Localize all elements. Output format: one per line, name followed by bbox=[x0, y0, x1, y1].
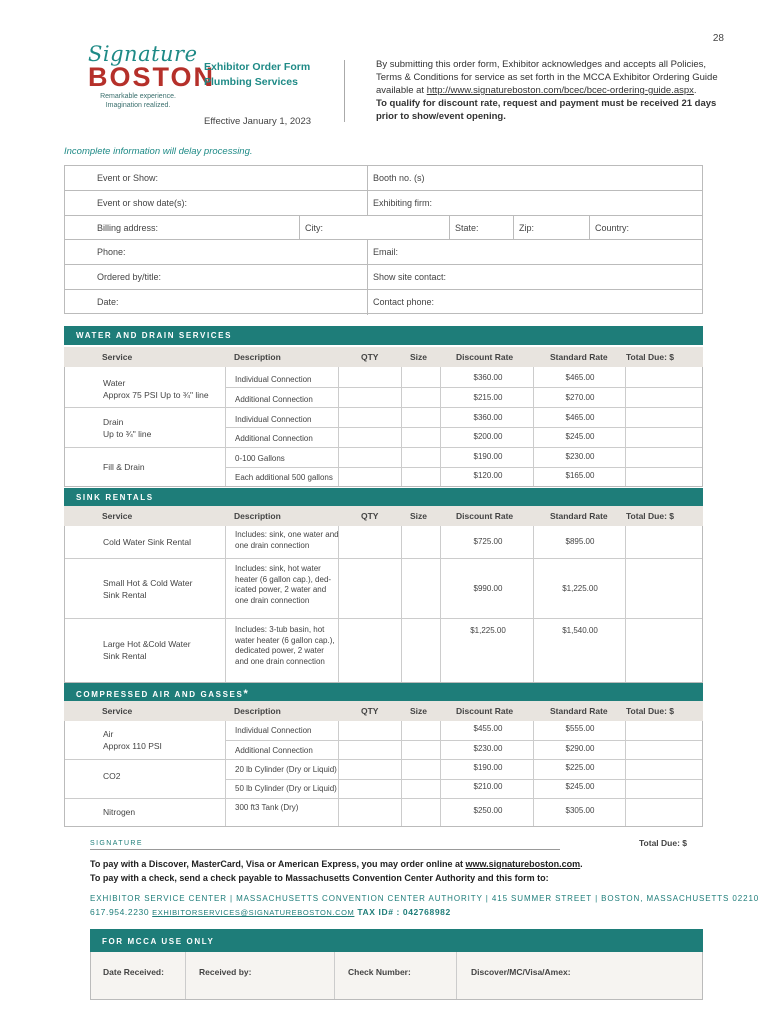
fill-discount-1: $190.00 bbox=[473, 452, 503, 461]
drain-discount-2: $200.00 bbox=[473, 432, 503, 441]
air-service-detail: Approx 110 PSI bbox=[103, 740, 162, 751]
sink-discount-1: $725.00 bbox=[473, 537, 503, 546]
divider bbox=[338, 721, 339, 826]
desc-line: one drain connection bbox=[235, 540, 310, 550]
divider bbox=[225, 740, 702, 741]
divider bbox=[401, 721, 402, 826]
divider bbox=[65, 798, 702, 799]
date-received-label: Date Received: bbox=[103, 967, 164, 977]
grand-total-label: Total Due: $ bbox=[638, 838, 687, 848]
divider bbox=[225, 387, 702, 388]
water-drain-heading: WATER AND DRAIN SERVICES bbox=[64, 326, 703, 345]
col-service: Service bbox=[102, 511, 133, 521]
service-line: Small Hot & Cold Water bbox=[103, 578, 193, 588]
water-discount-1: $360.00 bbox=[473, 373, 503, 382]
mcca-use-box bbox=[90, 952, 703, 1000]
payment-card-text bbox=[90, 859, 583, 869]
logo-main: BOSTON bbox=[88, 62, 216, 92]
fill-standard-2: $165.00 bbox=[565, 471, 595, 480]
compressed-air-title: COMPRESSED AIR AND GASSES bbox=[76, 690, 244, 699]
water-drain-table bbox=[64, 367, 703, 487]
drain-standard-1: $465.00 bbox=[565, 413, 595, 422]
country-field[interactable]: Country: bbox=[595, 222, 630, 233]
header-divider bbox=[344, 60, 345, 122]
divider bbox=[440, 721, 441, 826]
info-row bbox=[65, 240, 702, 265]
logo-tagline-1: Remarkable experience. bbox=[100, 93, 176, 100]
contact-email[interactable]: EXHIBITORSERVICES@SIGNATUREBOSTON.COM bbox=[152, 908, 355, 917]
co2-discount-1: $190.00 bbox=[473, 763, 503, 772]
discount-notice: To qualify for discount rate, request and payment must be received 21 days prior to show/event opening. bbox=[376, 98, 717, 122]
drain-standard-2: $245.00 bbox=[565, 432, 595, 441]
divider bbox=[65, 447, 702, 448]
divider bbox=[533, 526, 534, 682]
sink-service-1: Cold Water Sink Rental bbox=[103, 537, 192, 547]
desc-line: Includes: sink, hot water bbox=[235, 564, 321, 573]
water-standard-1: $465.00 bbox=[565, 373, 595, 382]
fill-desc-1: 0-100 Gallons bbox=[235, 454, 285, 463]
booth-field[interactable]: Booth no. (s) bbox=[373, 173, 425, 183]
sink-standard-3: $1,540.00 bbox=[562, 626, 598, 635]
sink-desc-3 bbox=[235, 625, 335, 667]
form-title-line-2: Plumbing Services bbox=[204, 76, 298, 88]
col-total: Total Due: $ bbox=[626, 352, 675, 362]
fill-drain-service: Fill & Drain bbox=[103, 462, 145, 472]
form-title bbox=[204, 60, 344, 90]
desc-line: heater (6 gallon cap.), ded- bbox=[235, 574, 332, 584]
divider bbox=[456, 952, 457, 999]
divider bbox=[65, 618, 702, 619]
page-number: 28 bbox=[712, 33, 724, 44]
nitrogen-discount-1: $250.00 bbox=[473, 806, 503, 815]
co2-standard-1: $225.00 bbox=[565, 763, 595, 772]
grand-total-box[interactable] bbox=[596, 831, 703, 853]
fill-discount-2: $120.00 bbox=[473, 471, 503, 480]
divider bbox=[65, 558, 702, 559]
col-size: Size bbox=[410, 511, 428, 521]
air-discount-2: $230.00 bbox=[473, 744, 503, 753]
col-description: Description bbox=[234, 352, 281, 362]
ordering-guide-link[interactable]: http://www.signatureboston.com/bcec/bcec-ordering-guide.aspx bbox=[426, 85, 694, 96]
sink-standard-1: $895.00 bbox=[565, 537, 595, 546]
signatureboston-link[interactable]: www.signatureboston.com bbox=[465, 859, 581, 869]
desc-line: Includes: 3-tub basin, hot bbox=[235, 625, 325, 634]
city-field[interactable]: City: bbox=[305, 222, 323, 233]
contact-details bbox=[90, 907, 451, 917]
col-size: Size bbox=[410, 352, 428, 362]
state-field[interactable]: State: bbox=[455, 222, 479, 233]
payment-check-text: To pay with a check, send a check payable to Massachusetts Convention Center Authority and this form to: bbox=[90, 873, 549, 883]
water-discount-2: $215.00 bbox=[473, 393, 503, 402]
mcca-use-heading: FOR MCCA USE ONLY bbox=[90, 929, 703, 952]
divider bbox=[401, 526, 402, 682]
col-standard: Standard Rate bbox=[550, 511, 608, 521]
divider bbox=[225, 467, 702, 468]
contact-phone: 617.954.2230 bbox=[90, 907, 150, 917]
col-discount: Discount Rate bbox=[456, 352, 514, 362]
air-standard-2: $290.00 bbox=[565, 744, 595, 753]
incomplete-warning: Incomplete information will delay processing. bbox=[64, 146, 253, 157]
dates-field[interactable]: Event or show date(s): bbox=[97, 197, 188, 208]
service-line: Sink Rental bbox=[103, 650, 147, 661]
zip-field[interactable]: Zip: bbox=[519, 222, 535, 233]
air-standard-1: $555.00 bbox=[565, 724, 595, 733]
col-standard: Standard Rate bbox=[550, 706, 608, 716]
col-qty: QTY bbox=[361, 352, 379, 362]
check-number-label: Check Number: bbox=[348, 967, 411, 977]
event-field[interactable]: Event or Show: bbox=[97, 173, 159, 183]
info-row bbox=[65, 216, 702, 241]
divider bbox=[65, 407, 702, 408]
air-desc-1: Individual Connection bbox=[235, 726, 312, 735]
drain-service-name: Drain bbox=[103, 417, 124, 427]
water-column-header bbox=[64, 347, 703, 367]
sink-rentals-heading: SINK RENTALS bbox=[64, 488, 703, 507]
nitrogen-standard-1: $305.00 bbox=[565, 806, 595, 815]
divider bbox=[185, 952, 186, 999]
fill-desc-2: Each additional 500 gallons bbox=[235, 473, 333, 482]
date-field[interactable]: Date: bbox=[97, 297, 119, 307]
drain-service-detail: Up to ¾" line bbox=[103, 428, 152, 439]
col-standard: Standard Rate bbox=[550, 352, 608, 362]
co2-standard-2: $245.00 bbox=[565, 782, 595, 791]
service-line: Sink Rental bbox=[103, 589, 147, 600]
divider bbox=[225, 779, 702, 780]
signature-line[interactable] bbox=[90, 849, 560, 850]
form-title-line-1: Exhibitor Order Form bbox=[204, 61, 311, 73]
air-service bbox=[103, 729, 162, 752]
desc-line: dedicated power, 2 water bbox=[235, 646, 324, 655]
logo-script: Signature bbox=[88, 42, 198, 66]
co2-service: CO2 bbox=[103, 771, 121, 781]
divider bbox=[625, 526, 626, 682]
desc-line: water heater (6 gallon cap.), bbox=[235, 635, 335, 645]
desc-line: and one drain connection bbox=[235, 656, 325, 666]
col-service: Service bbox=[102, 352, 133, 362]
divider bbox=[225, 427, 702, 428]
col-total: Total Due: $ bbox=[626, 511, 675, 521]
col-qty: QTY bbox=[361, 706, 379, 716]
sink-discount-2: $990.00 bbox=[473, 584, 503, 593]
drain-desc-1: Individual Connection bbox=[235, 415, 312, 424]
desc-line: Includes: sink, one water and bbox=[235, 530, 339, 539]
drain-service bbox=[103, 417, 151, 440]
compressed-air-table bbox=[64, 721, 703, 827]
logo-tagline-2: Imagination realized. bbox=[105, 102, 171, 109]
co2-discount-2: $210.00 bbox=[473, 782, 503, 791]
received-by-label: Received by: bbox=[199, 967, 252, 977]
water-service-name: Water bbox=[103, 378, 126, 388]
air-column-header bbox=[64, 701, 703, 721]
desc-line: icated power, 2 water and bbox=[235, 585, 327, 594]
tax-id: TAX ID# : 042768982 bbox=[357, 907, 451, 917]
contact-address: EXHIBITOR SERVICE CENTER | MASSACHUSETTS CONVENTION CENTER AUTHORITY | 415 SUMMER STREET | BOSTON, MASSACHUSETTS 02210 bbox=[90, 894, 760, 903]
terms-period: . bbox=[693, 85, 697, 96]
divider bbox=[334, 952, 335, 999]
signature-boston-logo bbox=[88, 42, 216, 110]
info-row bbox=[65, 166, 702, 191]
signature-label: SIGNATURE bbox=[90, 840, 143, 847]
divider bbox=[625, 721, 626, 826]
divider bbox=[65, 759, 702, 760]
sink-desc-1 bbox=[235, 530, 339, 551]
air-desc-2: Additional Connection bbox=[235, 746, 313, 755]
col-total: Total Due: $ bbox=[626, 706, 675, 716]
co2-desc-2: 50 lb Cylinder (Dry or Liquid) bbox=[235, 784, 337, 793]
fill-standard-1: $230.00 bbox=[565, 452, 595, 461]
sink-desc-2 bbox=[235, 564, 331, 606]
info-row bbox=[65, 191, 702, 216]
nitrogen-service: Nitrogen bbox=[103, 807, 136, 817]
col-discount: Discount Rate bbox=[456, 706, 514, 716]
payment-card-intro: To pay with a Discover, MasterCard, Visa or American Express, you may order online at bbox=[90, 859, 466, 869]
billing-field[interactable]: Billing address: bbox=[97, 222, 159, 233]
drain-discount-1: $360.00 bbox=[473, 413, 503, 422]
drain-desc-2: Additional Connection bbox=[235, 434, 313, 443]
water-desc-1: Individual Connection bbox=[235, 375, 312, 384]
contact-phone-field[interactable]: Contact phone: bbox=[373, 297, 435, 307]
water-service-detail: Approx 75 PSI Up to ¾" line bbox=[103, 389, 209, 400]
payment-period: . bbox=[580, 859, 583, 869]
divider bbox=[533, 721, 534, 826]
col-discount: Discount Rate bbox=[456, 511, 514, 521]
ordered-by-field[interactable]: Ordered by/title: bbox=[97, 272, 162, 283]
exhibitor-info-grid bbox=[64, 165, 703, 314]
card-type-label: Discover/MC/Visa/Amex: bbox=[471, 967, 571, 977]
divider bbox=[440, 526, 441, 682]
service-line: Large Hot &Cold Water bbox=[103, 639, 191, 649]
site-contact-field[interactable]: Show site contact: bbox=[373, 272, 447, 283]
water-standard-2: $270.00 bbox=[565, 393, 595, 402]
water-service bbox=[103, 378, 209, 401]
divider bbox=[225, 721, 226, 826]
email-field[interactable]: Email: bbox=[373, 247, 399, 258]
water-desc-2: Additional Connection bbox=[235, 395, 313, 404]
col-description: Description bbox=[234, 706, 281, 716]
divider bbox=[225, 526, 226, 682]
desc-line: one drain connection bbox=[235, 595, 310, 605]
info-row bbox=[65, 290, 702, 315]
compressed-air-asterisk: * bbox=[243, 688, 248, 700]
firm-field[interactable]: Exhibiting firm: bbox=[373, 197, 433, 208]
sink-column-header bbox=[64, 506, 703, 526]
air-service-name: Air bbox=[103, 729, 114, 739]
co2-desc-1: 20 lb Cylinder (Dry or Liquid) bbox=[235, 765, 337, 774]
col-qty: QTY bbox=[361, 511, 379, 521]
col-description: Description bbox=[234, 511, 281, 521]
phone-field[interactable]: Phone: bbox=[97, 247, 126, 258]
compressed-air-heading bbox=[64, 683, 703, 702]
sink-service-3 bbox=[103, 639, 191, 662]
info-row bbox=[65, 265, 702, 290]
sink-discount-3: $1,225.00 bbox=[470, 626, 506, 635]
nitrogen-desc-1: 300 ft3 Tank (Dry) bbox=[235, 803, 299, 812]
sink-service-2 bbox=[103, 578, 192, 601]
air-discount-1: $455.00 bbox=[473, 724, 503, 733]
terms-intro: By submitting this order form, Exhibitor acknowledges and accepts all Policies, Terms & Conditions for service as set forth in the MCCA Exhibitor Ordering Guide available at bbox=[376, 59, 718, 96]
sink-standard-2: $1,225.00 bbox=[562, 584, 598, 593]
sink-rentals-table bbox=[64, 526, 703, 683]
col-service: Service bbox=[102, 706, 133, 716]
col-size: Size bbox=[410, 706, 428, 716]
effective-date: Effective January 1, 2023 bbox=[204, 116, 312, 127]
terms-text bbox=[376, 58, 721, 123]
